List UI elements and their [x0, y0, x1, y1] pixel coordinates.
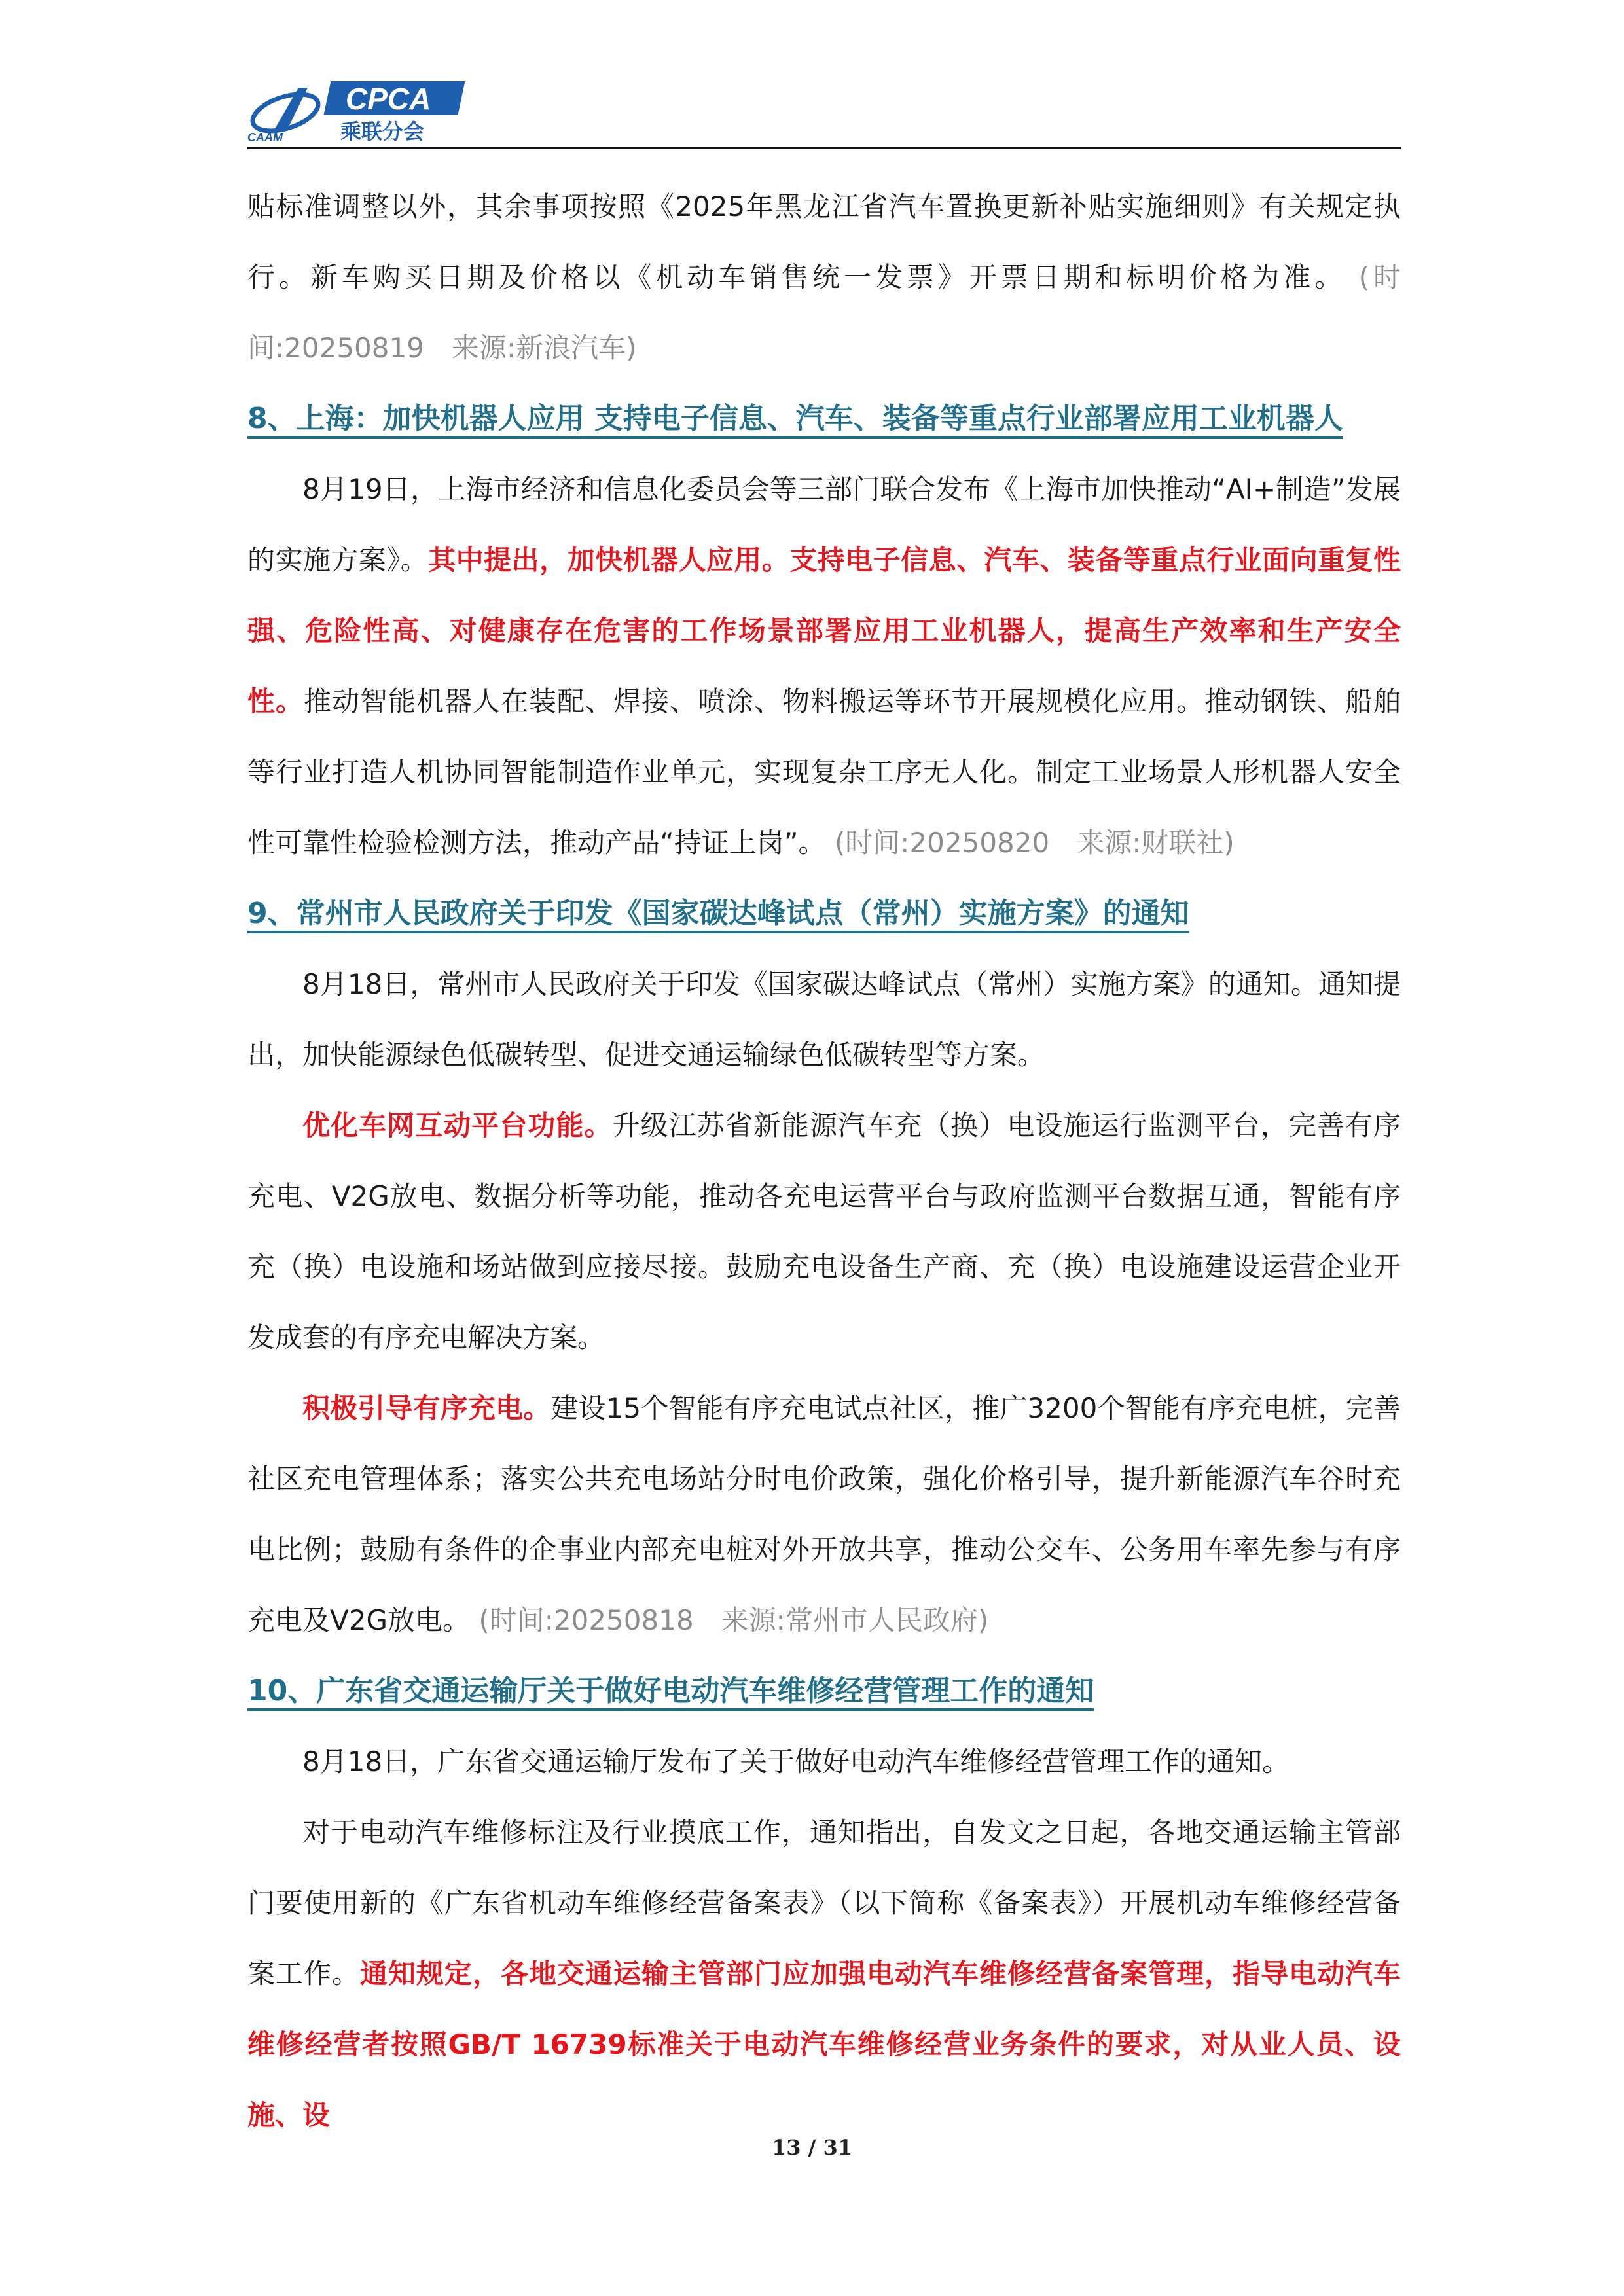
source-note: (时间:20250820 来源:财联社): [834, 827, 1235, 859]
paragraph: [247, 1797, 1401, 2151]
paragraph-text: 8月19日，上海市经济和信息化委员会等三部门联合发布《上海市加快推动“AI+制造”发展的实施方案》。: [247, 473, 1401, 576]
paragraph: [247, 454, 1401, 878]
section-heading-8: 8、上海：加快机器人应用 支持电子信息、汽车、装备等重点行业部署应用工业机器人: [247, 402, 1343, 435]
logo-wordmark: CPCA: [346, 82, 431, 116]
paragraph-text: 升级江苏省新能源汽车充（换）电设施运行监测平台，完善有序充电、V2G放电、数据分析等功能，推动各充电运营平台与政府监测平台数据互通，智能有序充（换）电设施和场站做到应接尽接。鼓励充电设备生产商、充（换）电设施建设运营企业开发成套的有序充电解决方案。: [247, 1109, 1401, 1354]
page-header: [247, 65, 1401, 151]
paragraph: [247, 1373, 1401, 1656]
source-note: (时间:20250819 来源:新浪汽车): [247, 261, 1401, 364]
section-heading-10: 10、广东省交通运输厅关于做好电动汽车维修经营管理工作的通知: [247, 1674, 1094, 1708]
paragraph-text: 推动智能机器人在装配、焊接、喷涂、物料搬运等环节开展规模化应用。推动钢铁、船舶等行业打造人机协同智能制造作业单元，实现复杂工序无人化。制定工业场景人形机器人安全性可靠性检验检测方法，推动产品“持证上岗”。: [247, 685, 1401, 859]
paragraph-text: 8月18日，广东省交通运输厅发布了关于做好电动汽车维修经营管理工作的通知。: [302, 1746, 1290, 1778]
paragraph: [247, 949, 1401, 1090]
paragraph-text: 对于电动汽车维修标注及行业摸底工作，通知指出，自发文之日起，各地交通运输主管部门要使用新的《广东省机动车维修经营备案表》（以下简称《备案表》）开展机动车维修经营备案工作。: [247, 1816, 1401, 1990]
logo-tag: CAAM: [247, 131, 283, 144]
paragraph: [247, 171, 1401, 384]
highlight-text: 优化车网互动平台功能。: [302, 1109, 613, 1141]
highlight-text: 通知规定，各地交通运输主管部门应加强电动汽车维修经营备案管理，指导电动汽车维修经营者按照GB/T 16739标准关于电动汽车维修经营业务条件的要求，对从业人员、设施、设: [247, 1958, 1401, 2131]
paragraph-text: 8月18日，常州市人民政府关于印发《国家碳达峰试点（常州）实施方案》的通知。通知提出，加快能源绿色低碳转型、促进交通运输绿色低碳转型等方案。: [247, 968, 1401, 1071]
article-body: [247, 171, 1401, 2151]
cpca-logo: [247, 73, 483, 145]
section-heading-9: 9、常州市人民政府关于印发《国家碳达峰试点（常州）实施方案》的通知: [247, 897, 1189, 930]
paragraph: [247, 1727, 1401, 1797]
paragraph: [247, 1090, 1401, 1373]
header-rule: [247, 147, 1401, 149]
paragraph-text: 建设15个智能有序充电试点社区，推广3200个智能有序充电桩，完善社区充电管理体系；落实公共充电场站分时电价政策，强化价格引导，提升新能源汽车谷时充电比例；鼓励有条件的企事业内部充电桩对外开放共享，推动公交车、公务用车率先参与有序充电及V2G放电。: [247, 1392, 1401, 1636]
highlight-text: 其中提出，加快机器人应用。支持电子信息、汽车、装备等重点行业面向重复性强、危险性高、对健康存在危害的工作场景部署应用工业机器人，提高生产效率和生产安全性。: [247, 544, 1401, 717]
paragraph-text: 贴标准调整以外，其余事项按照《2025年黑龙江省汽车置换更新补贴实施细则》有关规定执行。新车购买日期及价格以《机动车销售统一发票》开票日期和标明价格为准。: [247, 190, 1401, 293]
page-number: 13 / 31: [771, 2135, 853, 2160]
logo-subtitle: 乘联分会: [340, 119, 425, 144]
source-note: (时间:20250818 来源:常州市人民政府): [478, 1604, 989, 1636]
highlight-text: 积极引导有序充电。: [302, 1392, 551, 1424]
